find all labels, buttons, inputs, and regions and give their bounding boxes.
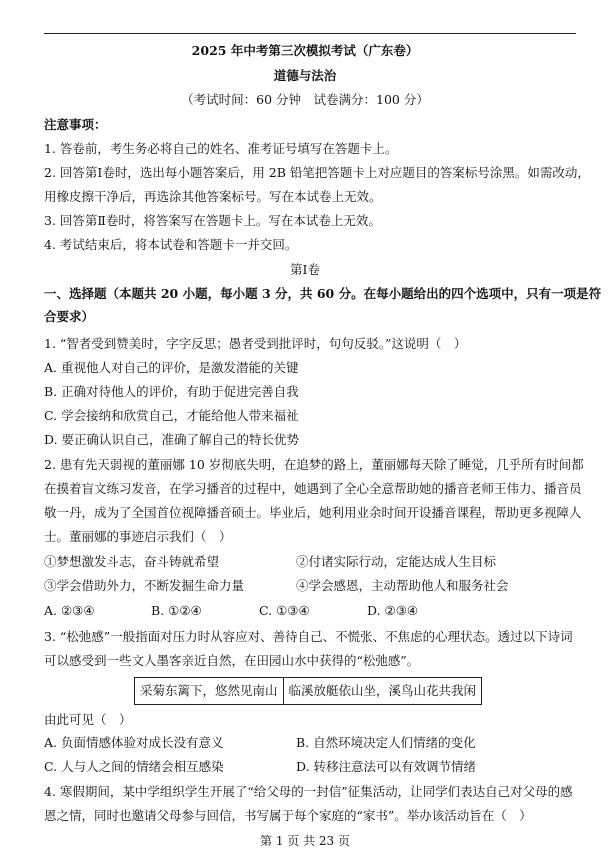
top-rule [44,33,576,34]
q2-option-a: A. ②③④ [44,603,95,618]
exam-info: （考试时间：60 分钟 试卷满分：100 分） [181,92,429,107]
q1-option-d: D. 要正确认识自己，准确了解自己的特长优势 [44,432,300,447]
q3-lead: 由此可见（ ） [44,712,132,727]
poem-cell: 临溪放艇依山坐，溪鸟山花共我闲 [283,678,482,705]
subject-title: 道德与法治 [273,68,337,83]
q2-option-b: B. ①②④ [151,603,202,618]
poem-table [134,677,482,705]
q2-statement-2: ②付诸实际行动，定能达成人生目标 [296,554,497,569]
notice-item: 4. 考试结束后，将本试卷和答题卡一并交回。 [44,237,298,252]
q4-stem: 4. 寒假期间，某中学组织学生开展了“给父母的一封信”征集活动，让同学们表达自己对父母的感 [44,784,573,799]
q3-option-a: A. 负面情感体验对成长没有意义 [44,735,224,750]
q2-stem: 在摸着盲文练习发音，在学习播音的过程中，她遇到了全心全意帮助她的播音老师王伟力、播音员 [44,481,582,496]
q2-option-c: C. ①③④ [259,603,310,618]
q2-option-d: D. ②③④ [367,603,419,618]
notice-item: 用橡皮擦干净后，再选涂其他答案标号。写在本试卷上无效。 [44,189,382,204]
q2-statement-1: ①梦想激发斗志，奋斗铸就希望 [44,554,220,569]
q2-statement-3: ③学会借助外力，不断发掘生命力量 [44,578,245,593]
q3-option-d: D. 转移注意法可以有效调节情绪 [296,759,477,774]
q2-stem: 士。董丽娜的事迹启示我们（ ） [44,529,232,544]
q3-stem: 3. “松弛感”一般指面对压力时从容应对、善待自己、不慌张、不焦虑的心理状态。透过以下诗词 [44,629,573,644]
q1-stem: 1. “智者受到赞美时，字字反思；愚者受到批评时，句句反驳。”这说明（ ） [44,336,467,351]
q3-stem: 可以感受到一些文人墨客亲近自然，在田园山水中获得的“松弛感”。 [44,653,420,668]
notice-item: 3. 回答第Ⅱ卷时，将答案写在答题卡上。写在本试卷上无效。 [44,213,381,228]
q1-option-a: A. 重视他人对自己的评价，是激发潜能的关键 [44,360,299,375]
notice-heading: 注意事项： [44,117,107,132]
q4-stem: 恩之情，同时也邀请父母参与回信，书写属于每个家庭的“家书”。举办该活动旨在（ ） [44,808,532,823]
q2-statement-4: ④学会感恩，主动帮助他人和服务社会 [296,578,509,593]
page-number: 第 1 页 共 23 页 [260,834,350,848]
q3-option-b: B. 自然环境决定人们情绪的变化 [296,735,476,750]
part-title: 第Ⅰ卷 [290,262,320,277]
exam-title: 2025 年中考第三次模拟考试（广东卷） [191,43,419,58]
q1-option-b: B. 正确对待他人的评价，有助于促进完善自我 [44,384,299,399]
section-heading-cont: 合要求） [44,309,95,324]
section-heading: 一、选择题（本题共 20 小题，每小题 3 分，共 60 分。在每小题给出的四个选项中，只有一项是符 [44,286,602,301]
q3-option-c: C. 人与人之间的情绪会相互感染 [44,759,224,774]
q1-option-c: C. 学会接纳和欣赏自己，才能给他人带来福祉 [44,408,299,423]
poem-cell: 采菊东篱下，悠然见南山 [135,678,284,705]
q2-stem: 敬一丹，成为了全国首位视障播音硕士。毕业后，她利用业余时间开设播音课程，帮助更多视障人 [44,505,582,520]
q2-stem: 2. 患有先天弱视的董丽娜 10 岁彻底失明，在追梦的路上，董丽娜每天除了睡觉，几乎所有时间都 [44,457,584,472]
notice-item: 2. 回答第Ⅰ卷时，选出每小题答案后，用 2B 铅笔把答题卡上对应题目的答案标号涂黑。如需改动， [44,165,590,180]
notice-item: 1. 答卷前，考生务必将自己的姓名、准考证号填写在答题卡上。 [44,141,398,156]
